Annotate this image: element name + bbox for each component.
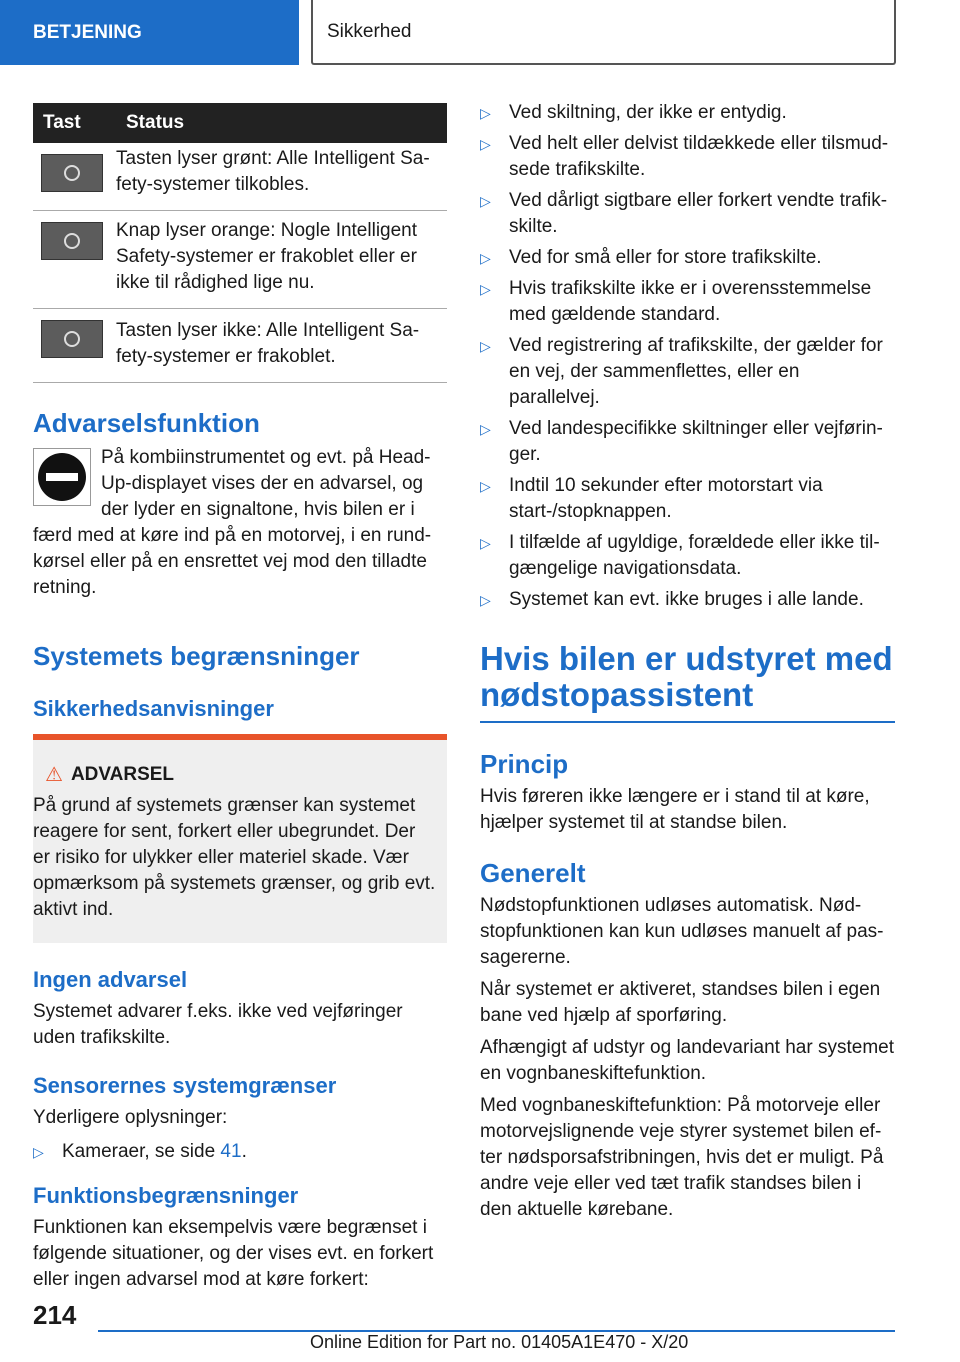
heading-advarselsfunktion: Advarselsfunktion (33, 408, 260, 438)
heading-nodstop: Hvis bilen er udstyret med nødstopassistent (480, 640, 893, 713)
heading-sensor: Sensorernes systemgrænser (33, 1073, 337, 1098)
list-item: ▷ Ved skiltning, der ikke er entydig. (480, 100, 895, 126)
heading-rule (480, 721, 895, 723)
table-cell: Tasten lyser ikke: Alle Intelligent Sa-fety-systemer er frakoblet. (116, 309, 447, 383)
generelt-p2: Når systemet er aktiveret, standses bilen i egen bane ved hjælp af sporføring. (480, 979, 881, 1026)
table-cell: Tasten lyser grønt: Alle Intelligent Sa-fety-systemer tilkobles. (116, 143, 447, 211)
list-item: ▷ Ved landespecifikke skiltninger eller vejførin-ger. (480, 418, 883, 465)
warning-text: På grund af systemets grænser kan systemet reagere for sent, forkert eller ubegrundet. Der er risiko for ulykker eller materiel skade. Vær opmærksom på systemets grænser, og grib evt. aktivt ind. (33, 795, 436, 920)
status-table (33, 103, 447, 383)
funktion-text: Funktionen kan eksempelvis være begrænset i følgende situationer, og der vises evt. en forkert eller ingen advarsel mod at køre forkert: (33, 1217, 434, 1290)
col-header-status: Status (116, 103, 447, 143)
heading-sikkerhed: Sikkerhedsanvisninger (33, 696, 274, 721)
right-column (480, 100, 895, 1223)
list-item: ▷ Ved helt eller delvist tildækkede eller tilsmud-sede trafikskilte. (480, 133, 889, 180)
bullet-triangle-icon: ▷ (480, 136, 491, 152)
list-item: ▷ Ved dårligt sigtbare eller forkert vendte trafik-skilte. (480, 190, 888, 237)
bullet-triangle-icon: ▷ (480, 281, 491, 297)
safety-button-icon (41, 222, 103, 260)
bullet-triangle-icon: ▷ (480, 193, 491, 209)
bullet-triangle-icon: ▷ (480, 338, 491, 354)
heading-generelt: Generelt (480, 858, 586, 888)
heading-funktion: Funktionsbegrænsninger (33, 1183, 299, 1208)
list-item: ▷ Hvis trafikskilte ikke er i overensstemmelse med gældende standard. (480, 278, 872, 325)
safety-button-icon (41, 154, 103, 192)
bullet-triangle-icon: ▷ (33, 1144, 44, 1160)
bullet-triangle-icon: ▷ (480, 592, 491, 608)
generelt-p4: Med vognbaneskiftefunktion: På motorveje eller motorvejslignende veje styrer systemet bilen ef-ter nødsporsafstribningen, hvis det er muligt. På andre veje eller ved tæt trafik standses bilen i den aktuelle kørebane. (480, 1095, 884, 1220)
bullet-triangle-icon: ▷ (480, 421, 491, 437)
table-cell: Knap lyser orange: Nogle Intelligent Safety-systemer er frakoblet eller er ikke til rådighed lige nu. (116, 211, 447, 309)
list-item: ▷ Systemet kan evt. ikke bruges i alle lande. (480, 587, 895, 613)
chapter-tab (311, 0, 896, 65)
heading-begraensninger: Systemets begrænsninger (33, 641, 360, 671)
list-item: ▷ I tilfælde af ugyldige, forældede eller ikke til-gængelige navigationsdata. (480, 532, 880, 579)
generelt-p1: Nødstopfunktionen udløses automatisk. Nød-stopfunktionen kan kun udløses manuelt af pas-sagererne. (480, 895, 884, 968)
bullet-triangle-icon: ▷ (480, 105, 491, 121)
section-label: BETJENING (33, 21, 142, 43)
table-row (33, 143, 447, 211)
warning-triangle-icon: ⚠ (45, 764, 63, 786)
table-header-row (33, 103, 447, 143)
sensor-text: Yderligere oplysninger: (33, 1107, 228, 1128)
list-item: ▷ Kameraer, se side 41. (33, 1139, 447, 1165)
princip-text: Hvis føreren ikke længere er i stand til at køre, hjælper systemet til at standse bilen. (480, 786, 870, 833)
chapter-label: Sikkerhed (327, 20, 412, 42)
no-entry-sign-icon (33, 448, 91, 506)
list-item: ▷ Ved registrering af trafikskilte, der gælder for en vej, der sammenflettes, eller en parallelvej. (480, 335, 883, 408)
advarsel-text: På kombiinstrumentet og evt. på Head-Up-displayet vises der en advarsel, og der lyder en signaltone, hvis bilen er i færd med at køre ind på en motorvej, i en rund-kørsel eller på en ensrettet vej mod den tilladte retning. (33, 447, 432, 598)
left-column (33, 103, 447, 1293)
bullet-triangle-icon: ▷ (480, 250, 491, 266)
page-link[interactable]: 41 (220, 1141, 242, 1162)
bullet-triangle-icon: ▷ (480, 535, 491, 551)
heading-ingen-advarsel: Ingen advarsel (33, 967, 188, 992)
col-header-key: Tast (33, 103, 116, 143)
page-number: 214 (33, 1300, 77, 1330)
list-item: ▷ Indtil 10 sekunder efter motorstart via start-/stopknappen. (480, 475, 823, 522)
generelt-p3: Afhængigt af udstyr og landevariant har systemet en vognbaneskiftefunktion. (480, 1037, 895, 1084)
bullet-triangle-icon: ▷ (480, 478, 491, 494)
section-tab (0, 0, 299, 65)
list-item: ▷ Ved for små eller for store trafikskilte. (480, 245, 895, 271)
table-row (33, 309, 447, 383)
table-row (33, 211, 447, 309)
footer-edition: Online Edition for Part no. 01405A1E470 - X/20 (310, 1332, 689, 1352)
heading-princip: Princip (480, 749, 569, 779)
warning-box (33, 734, 447, 943)
warning-title: ADVARSEL (70, 763, 175, 785)
ingen-text: Systemet advarer f.eks. ikke ved vejføringer uden trafikskilte. (33, 1001, 403, 1048)
safety-button-icon (41, 320, 103, 358)
